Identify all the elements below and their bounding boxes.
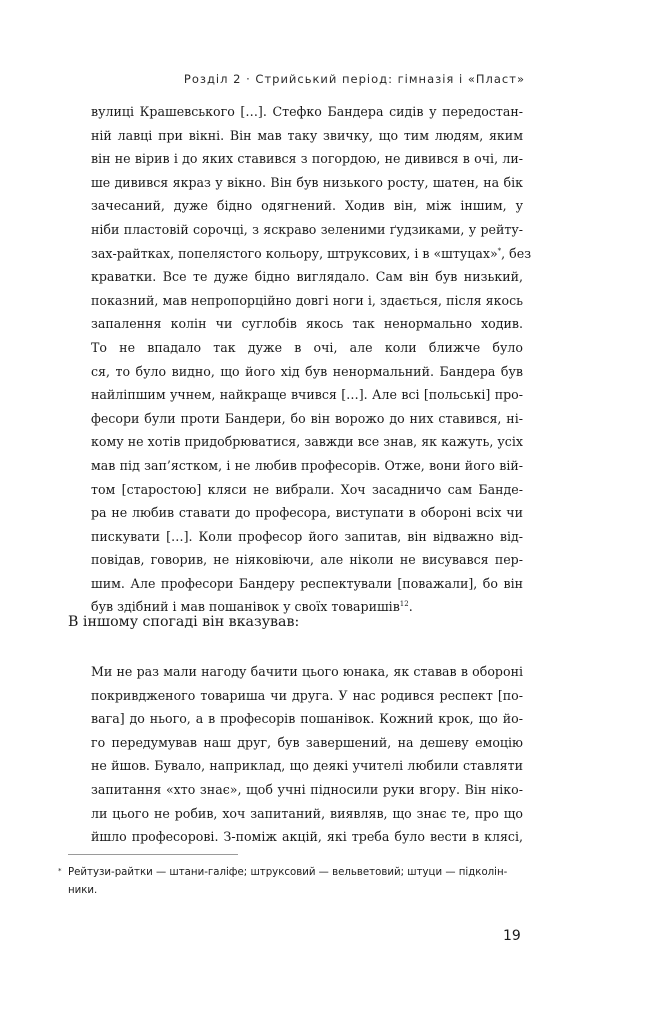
- quote-line: ній лавці при вікні. Він мав таку звичку, що тим людям, яким: [91, 127, 523, 143]
- footnote-marker: *: [58, 867, 62, 875]
- quote-line: краватки. Все те дуже бідно виглядало. Сам він був низький,: [91, 269, 523, 285]
- quote-line: том [старостою] кляси не вибрали. Хоч засадничо сам Банде-: [91, 481, 523, 497]
- body-paragraph: В іншому спогаді він вказував:: [68, 614, 300, 630]
- quote-line: фесори були проти Бандери, бо він ворожо до них ставився, ні-: [91, 410, 523, 426]
- quote-line: не йшов. Бувало, наприклад, що деякі учителі любили ставляти: [91, 758, 523, 774]
- quote-line: ніби пластовій сорочці, з яскраво зеленими ґудзиками, у рейту-: [91, 221, 523, 237]
- quote-line: То не впадало так дуже в очі, але коли ближче було: [91, 339, 523, 355]
- endnote-reference[interactable]: 12: [399, 600, 409, 609]
- quote-line: ра не любив ставати до професора, виступати в обороні всіх чи: [91, 505, 523, 521]
- footnote: [58, 864, 548, 900]
- quote-line: він не вірив і до яких ставився з погордою, не дивився в очі, ли-: [91, 151, 523, 167]
- quote-line: ли цього не робив, хоч запитаний, виявляв, що знає те, про що: [91, 805, 523, 821]
- quote-line-text: зах-райтках, попелястого кольору, штруксових, і в «штуцах»: [91, 245, 498, 261]
- footnote-line: ники.: [68, 885, 98, 896]
- quote-line: показний, мав непропорційно довгі ноги і, здається, після якось: [91, 292, 523, 308]
- quote-line: мав під зап’ястком, і не любив професорів. Отже, вони його вій-: [91, 457, 523, 473]
- quote-line: найліпшим учнем, найкраще вчився […]. Але всі [польські] про-: [91, 387, 523, 403]
- running-header: Розділ 2 · Стрийський період: гімназія і «Пласт»: [183, 72, 525, 86]
- quote-line: пискувати […]. Коли професор його запитав, він відважно від-: [91, 528, 523, 544]
- quote-line: Ми не раз мали нагоду бачити цього юнака, як ставав в обороні: [91, 664, 523, 679]
- quote-line: ше дивився якраз у вікно. Він був низького росту, шатен, на бік: [91, 174, 523, 190]
- quote-line: зачесаний, дуже бідно одягнений. Ходив він, між іншим, у: [91, 198, 523, 214]
- quote-line: покривдженого товариша чи друга. У нас родився респект [по-: [91, 687, 523, 703]
- footnote-reference[interactable]: *: [497, 246, 502, 255]
- quote-line: вага] до нього, а в професорів пошанівок. Кожний крок, що йо-: [91, 711, 523, 727]
- quote-line: вулиці Крашевського […]. Стефко Бандера сидів у передостан-: [91, 104, 523, 119]
- footnote-line: Рейтузи-райтки — штани-галіфе; штруксовий — вельветовий; штуци — підколін-: [68, 867, 508, 878]
- page-number: 19: [503, 928, 521, 944]
- quote-line: запалення колін чи суглобів якось так ненормально ходив.: [91, 316, 523, 332]
- quote-line-end: .: [408, 599, 413, 615]
- quote-block-2: [91, 660, 523, 849]
- quote-line-tail: , без: [501, 245, 532, 261]
- quote-line: ся, то було видно, що його хід був ненормальний. Бандера був: [91, 363, 523, 379]
- footnote-divider: [68, 854, 238, 855]
- quote-line: го передумував наш друг, був завершений, на дешеву емоцію: [91, 734, 523, 750]
- quote-line: кому не хотів придобрюватися, завжди все знав, як кажуть, усіх: [91, 434, 523, 450]
- quote-line-text: був здібний і мав пошанівок у своїх товаришів: [91, 599, 400, 615]
- quote-line: шим. Але професори Бандеру респектували [поважали], бо він: [91, 575, 523, 591]
- quote-line: запитання «хто знає», щоб учні підносили руки вгору. Він ніко-: [91, 781, 523, 797]
- quote-block-1: [91, 100, 532, 619]
- quote-line: повідав, говорив, не ніяковіючи, але ніколи не висувався пер-: [91, 552, 523, 568]
- quote-line: йшло професорові. З-поміж акцій, які треба було вести в клясі,: [91, 829, 523, 845]
- quote-line-with-footnote: [91, 242, 532, 266]
